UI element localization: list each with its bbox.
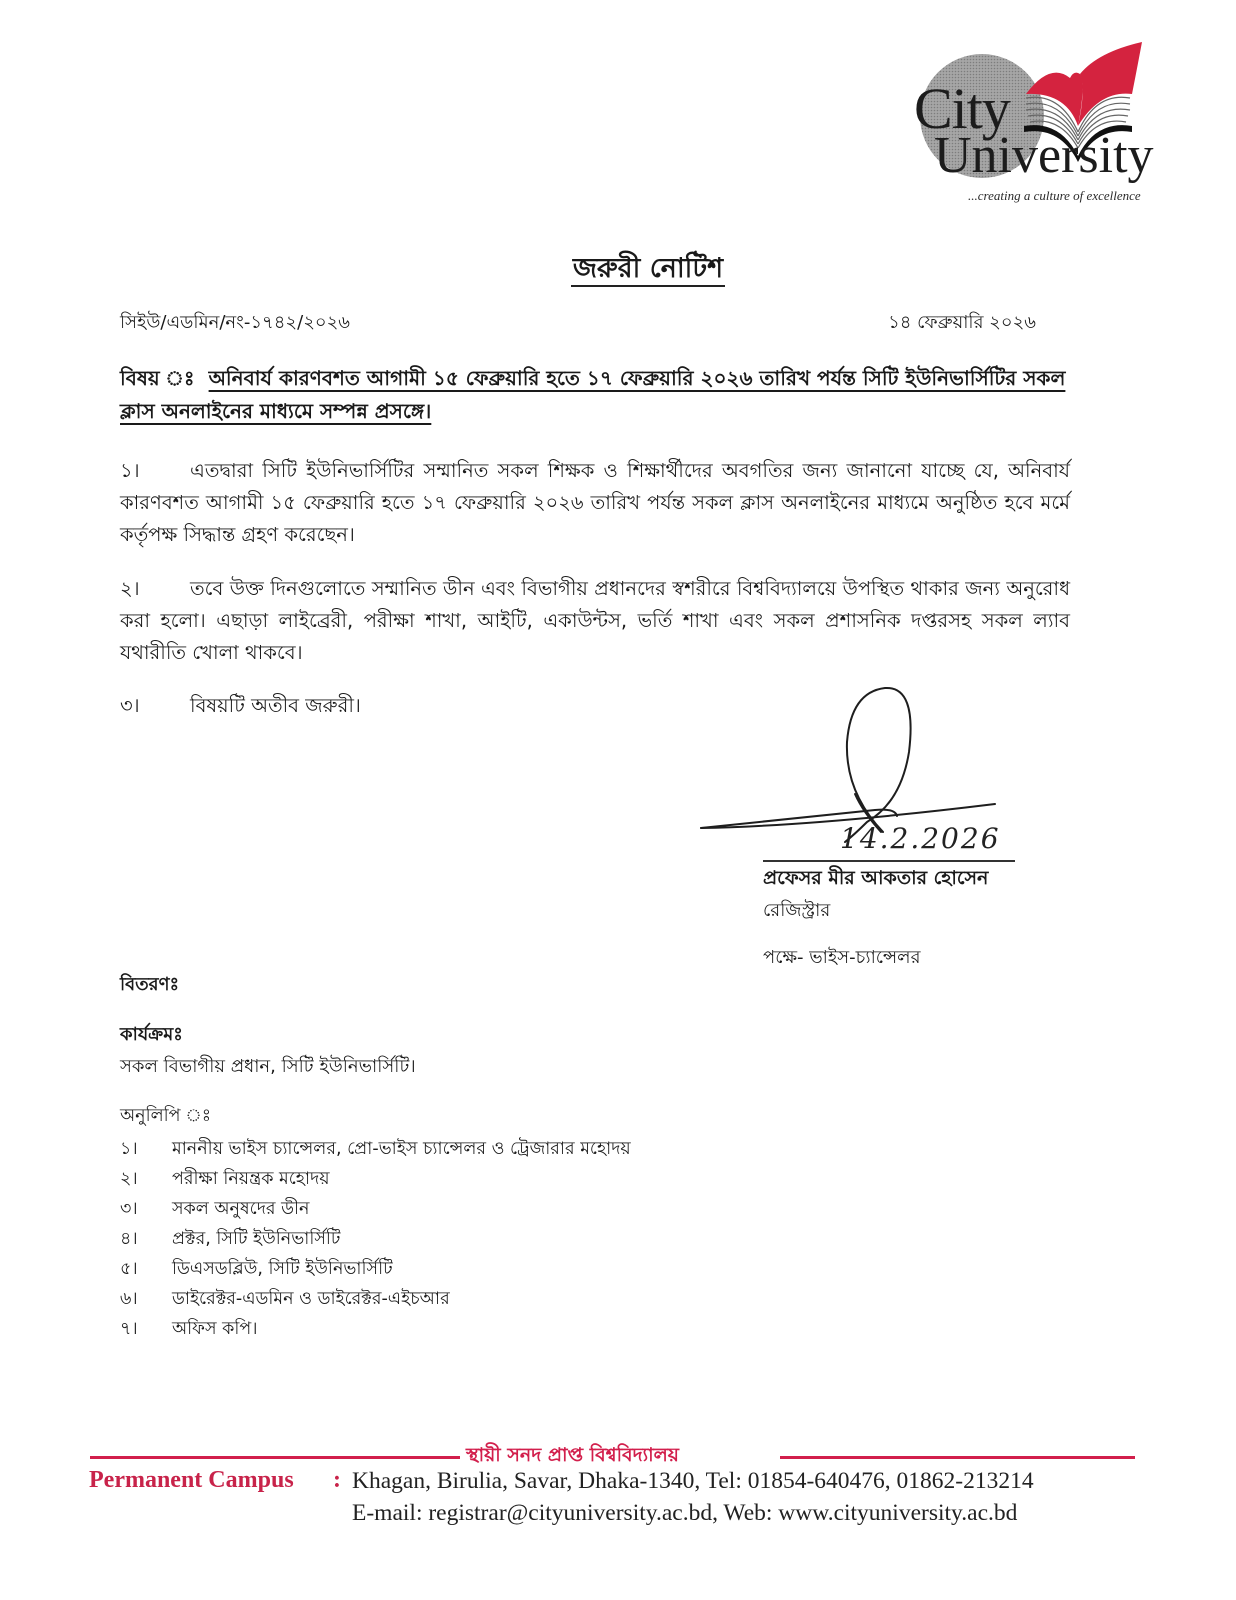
copy-recipient: পরীক্ষা নিয়ন্ত্রক মহোদয় <box>172 1169 330 1189</box>
footer-campus-label: Permanent Campus <box>89 1467 294 1493</box>
signature-line <box>763 860 1015 862</box>
subject-label: বিষয় ঃ <box>120 366 195 390</box>
copy-recipient: ডিএসডব্লিউ, সিটি ইউনিভার্সিটি <box>172 1259 393 1279</box>
paragraph-number: ১। <box>120 459 140 482</box>
subject-text: অনিবার্য কারণবশত আগামী ১৫ ফেব্রুয়ারি হতে ১৭ ফেব্রুয়ারি ২০২৬ তারিখ পর্যন্ত সিটি ইউনিভার্সিটির সকল ক্লাস অনলাইনের মাধ্যমে সম্পন্ন প্রসঙ্গে। <box>120 366 1066 423</box>
copy-heading: অনুলিপি ঃ <box>120 1106 212 1126</box>
copy-recipient: সকল অনুষদের ডীন <box>172 1199 310 1219</box>
signatory-on-behalf: পক্ষে- ভাইস-চ্যান্সেলর <box>763 947 921 968</box>
signature-date: 14.2.2026 <box>840 822 1001 855</box>
signatory-role: রেজিস্ট্রার <box>763 900 831 921</box>
subject-line <box>120 362 1070 428</box>
copy-number: ৪। <box>120 1229 138 1249</box>
list-item <box>120 1224 631 1254</box>
notice-date: ১৪ ফেব্রুয়ারি ২০২৬ <box>888 312 1036 333</box>
footer-contact: E-mail: registrar@cityuniversity.ac.bd, Web: www.cityuniversity.ac.bd <box>352 1500 1018 1526</box>
distribution-heading: বিতরণঃ <box>120 974 180 995</box>
copy-recipient: মাননীয় ভাইস চ্যান্সেলর, প্রো-ভাইস চ্যান্সেলর ও ট্রেজারার মহোদয় <box>172 1139 631 1159</box>
logo-tagline: ...creating a culture of excellence <box>968 188 1141 203</box>
paragraph-number: ২। <box>120 577 140 600</box>
reference-number: সিইউ/এডমিন/নং-১৭৪২/২০২৬ <box>120 312 351 333</box>
list-item <box>120 1164 631 1194</box>
footer-address: Khagan, Birulia, Savar, Dhaka-1340, Tel: 01854-640476, 01862-213214 <box>352 1468 1034 1494</box>
action-recipients: সকল বিভাগীয় প্রধান, সিটি ইউনিভার্সিটি। <box>120 1056 416 1077</box>
action-heading: কার্যক্রমঃ <box>120 1024 183 1045</box>
university-logo <box>900 34 1170 204</box>
list-item <box>120 1134 631 1164</box>
list-item <box>120 1254 631 1284</box>
footer-divider-left <box>90 1456 460 1459</box>
list-item <box>120 1194 631 1224</box>
paragraph-2 <box>120 573 1070 669</box>
list-item <box>120 1284 631 1314</box>
notice-title-text: জরুরী নোটিশ <box>571 253 725 287</box>
signatory-name: প্রফেসর মীর আকতার হোসেন <box>763 867 989 889</box>
copy-number: ২। <box>120 1169 138 1189</box>
copy-recipient: অফিস কপি। <box>172 1319 258 1339</box>
logo-text-university: University <box>934 127 1154 184</box>
copy-number: ৭। <box>120 1319 138 1339</box>
logo-text-city: City <box>914 76 1010 141</box>
paragraph-text: বিষয়টি অতীব জরুরী। <box>190 694 361 717</box>
footer-colon: : <box>333 1467 341 1493</box>
copy-number: ৫। <box>120 1259 138 1279</box>
copy-number: ৬। <box>120 1289 138 1309</box>
copy-number: ১। <box>120 1139 138 1159</box>
notice-title <box>0 248 1236 293</box>
paragraph-text: এতদ্বারা সিটি ইউনিভার্সিটির সম্মানিত সকল শিক্ষক ও শিক্ষার্থীদের অবগতির জন্য জানানো যাচ্ছে যে, অনিবার্য কারণবশত আগামী ১৫ ফেব্রুয়ারি হতে ১৭ ফেব্রুয়ারি ২০২৬ তারিখ পর্যন্ত সকল ক্লাস অনলাইনের মাধ্যমে অনুষ্ঠিত হবে মর্মে কর্তৃপক্ষ সিদ্ধান্ত গ্রহণ করেছেন। <box>120 459 1070 546</box>
paragraph-text: তবে উক্ত দিনগুলোতে সম্মানিত ডীন এবং বিভাগীয় প্রধানদের স্বশরীরে বিশ্ববিদ্যালয়ে উপস্থিত থাকার জন্য অনুরোধ করা হলো। এছাড়া লাইব্রেরী, পরীক্ষা শাখা, আইটি, একাউন্টস, ভর্তি শাখা এবং সকল প্রশাসনিক দপ্তরসহ সকল ল্যাব যথারীতি খোলা থাকবে। <box>120 577 1070 664</box>
copy-number: ৩। <box>120 1199 138 1219</box>
footer-tagline: স্থায়ী সনদ প্রাপ্ত বিশ্ববিদ্যালয় <box>466 1444 679 1466</box>
list-item <box>120 1314 631 1344</box>
copy-recipient: প্রক্টর, সিটি ইউনিভার্সিটি <box>172 1229 341 1249</box>
paragraph-number: ৩। <box>120 694 140 717</box>
footer-divider-right <box>780 1456 1135 1459</box>
paragraph-1 <box>120 455 1070 551</box>
copy-list <box>120 1134 631 1344</box>
copy-recipient: ডাইরেক্টর-এডমিন ও ডাইরেক্টর-এইচআর <box>172 1289 450 1309</box>
